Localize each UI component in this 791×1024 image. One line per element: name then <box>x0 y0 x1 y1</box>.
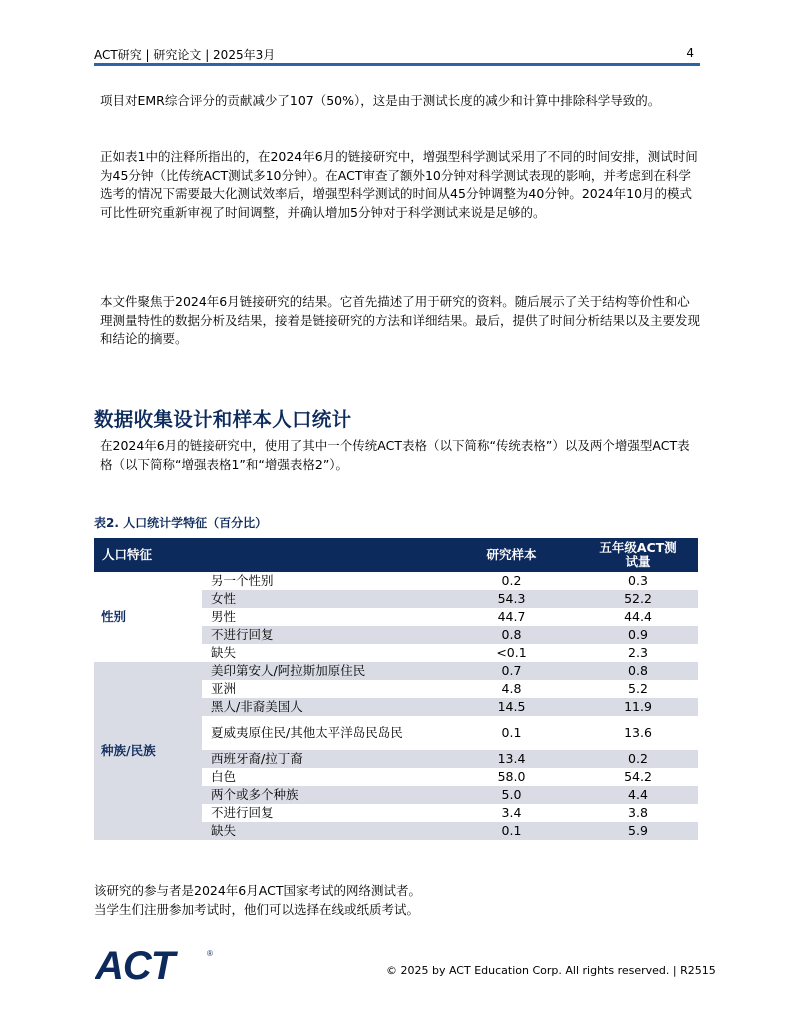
sample-value: 0.2 <box>501 573 522 588</box>
table-header-row <box>94 538 698 572</box>
act-value: 2.3 <box>628 645 648 660</box>
sample-value: 5.0 <box>445 786 578 804</box>
paragraph-2: 正如表1中的注释所指出的，在2024年6月的链接研究中，增强型科学测试采用了不同的时间安排，测试时间为45分钟（比传统ACT测试多10分钟）。在ACT审查了额外10分钟对科学测试表现的影响，并考虑到在科学选考的情况下需要最大化测试效率后，增强型科学测试的时间从45分钟调整为40分钟。2024年10月的模式可比性研究重新审视了时间调整，并确认增加5分钟对于科学测试来说是足够的。 <box>100 149 698 220</box>
row-label: 西班牙裔/拉丁裔 <box>202 750 445 768</box>
row-label: 两个或多个种族 <box>202 786 445 804</box>
sample-value: <0.1 <box>496 645 527 660</box>
closing-line-2: 当学生们注册参加考试时，他们可以选择在线或纸质考试。 <box>94 902 420 917</box>
sample-value: 0.8 <box>445 626 578 644</box>
paragraph-1: 项目对EMR综合评分的贡献减少了107（50%），这是由于测试长度的减少和计算中排除科学导致的。 <box>100 93 661 108</box>
act-value: 0.8 <box>578 662 698 680</box>
act-value: 54.2 <box>624 769 652 784</box>
sample-value: 44.7 <box>497 609 526 624</box>
act-logo-icon <box>95 946 217 982</box>
row-label: 不进行回复 <box>202 626 445 644</box>
paragraph-3: 本文件聚焦于2024年6月链接研究的结果。它首先描述了用于研究的资料。随后展示了关于结构等价性和心理测量特性的数据分析及结果，接着是链接研究的方法和详细结果。最后，提供了时间分析结果以及主要发现和结论的摘要。 <box>100 294 701 346</box>
act-value: 11.9 <box>578 698 698 716</box>
header-divider <box>94 63 700 66</box>
col-header-characteristic: 人口特征 <box>94 538 445 572</box>
row-label: 女性 <box>202 590 445 608</box>
logo-text: ACT <box>95 946 175 982</box>
row-label: 白色 <box>211 769 237 784</box>
table-row <box>94 662 698 680</box>
act-value: 13.6 <box>624 725 652 740</box>
group-label-race: 种族/民族 <box>94 662 202 840</box>
act-value: 0.9 <box>578 626 698 644</box>
col-header-act: 五年级ACT测试量 <box>578 538 698 572</box>
sample-value: 14.5 <box>445 698 578 716</box>
act-value: 5.9 <box>578 822 698 840</box>
footer-copyright: © 2025 by ACT Education Corp. All rights reserved. | R2515 <box>386 964 716 977</box>
act-value: 3.8 <box>628 805 648 820</box>
sample-value: 13.4 <box>445 750 578 768</box>
group-label-gender: 性别 <box>94 572 202 662</box>
row-label: 黑人/非裔美国人 <box>202 698 445 716</box>
header-title: ACT研究 | 研究论文 | 2025年3月 <box>94 48 276 62</box>
row-label: 男性 <box>211 609 237 624</box>
act-value: 52.2 <box>578 590 698 608</box>
sample-value: 0.1 <box>501 725 522 740</box>
row-label: 美印第安人/阿拉斯加原住民 <box>202 662 445 680</box>
table-row <box>94 572 698 590</box>
sample-value: 58.0 <box>497 769 526 784</box>
act-logo <box>95 946 217 986</box>
row-label: 另一个性别 <box>211 573 274 588</box>
act-value: 44.4 <box>624 609 652 624</box>
sample-value: 4.8 <box>501 681 522 696</box>
act-value: 5.2 <box>628 681 648 696</box>
row-label: 缺失 <box>202 822 445 840</box>
act-value: 0.3 <box>628 573 648 588</box>
page-header <box>94 46 698 64</box>
act-value: 0.2 <box>578 750 698 768</box>
sample-value: 3.4 <box>501 805 522 820</box>
section-title: 数据收集设计和样本人口统计 <box>94 408 352 431</box>
row-label: 缺失 <box>211 645 237 660</box>
row-label: 不进行回复 <box>211 805 274 820</box>
act-value: 4.4 <box>578 786 698 804</box>
row-label: 夏威夷原住民/其他太平洋岛民岛民 <box>211 725 403 740</box>
section-intro: 在2024年6月的链接研究中，使用了其中一个传统ACT表格（以下简称“传统表格”）以及两个增强型ACT表格（以下简称“增强表格1”和“增强表格2”）。 <box>100 438 690 472</box>
table-caption: 表2. 人口统计学特征（百分比） <box>94 516 268 530</box>
registered-mark: ® <box>207 949 213 958</box>
sample-value: 54.3 <box>445 590 578 608</box>
row-label: 亚洲 <box>211 681 237 696</box>
demographics-table <box>94 538 698 840</box>
sample-value: 0.1 <box>445 822 578 840</box>
sample-value: 0.7 <box>445 662 578 680</box>
closing-line-1: 该研究的参与者是2024年6月ACT国家考试的网络测试者。 <box>94 883 421 898</box>
col-header-sample: 研究样本 <box>445 538 578 572</box>
page-number: 4 <box>686 46 694 60</box>
